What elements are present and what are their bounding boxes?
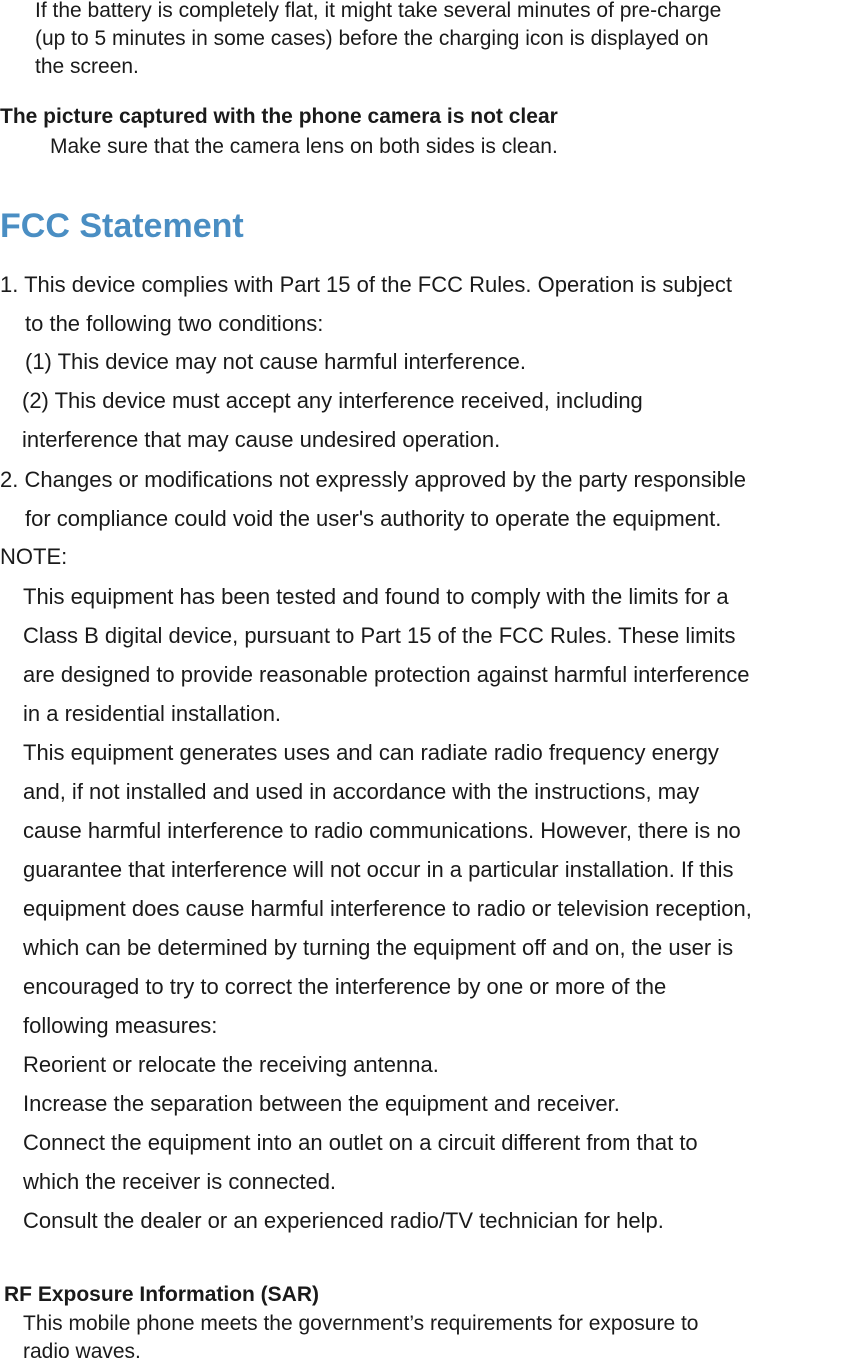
camera-issue-title: The picture captured with the phone camera is not clear [0, 105, 558, 128]
note-line: which the receiver is connected. [23, 1169, 337, 1194]
battery-note-line: If the battery is completely flat, it might take several minutes of pre-charge [35, 0, 722, 22]
fcc-condition-2-line: (2) This device must accept any interference received, including [22, 388, 643, 413]
note-line: Consult the dealer or an experienced radio/TV technician for help. [23, 1208, 664, 1233]
rf-exposure-title: RF Exposure Information (SAR) [4, 1283, 320, 1306]
note-label: NOTE: [0, 544, 68, 569]
note-line: Connect the equipment into an outlet on a circuit different from that to [23, 1130, 698, 1155]
note-line: which can be determined by turning the equipment off and on, the user is [23, 935, 734, 960]
fcc-condition-1: (1) This device may not cause harmful interference. [25, 349, 526, 374]
note-line: This equipment has been tested and found to comply with the limits for a [23, 584, 729, 609]
note-line: equipment does cause harmful interference to radio or television reception, [23, 896, 752, 921]
note-line: and, if not installed and used in accordance with the instructions, may [23, 779, 700, 804]
note-line: in a residential installation. [23, 701, 282, 726]
fcc-item-2-line: for compliance could void the user's authority to operate the equipment. [25, 506, 722, 531]
rf-exposure-line: This mobile phone meets the government’s requirements for exposure to [23, 1312, 699, 1335]
fcc-item-1-line: to the following two conditions: [25, 311, 324, 336]
note-line: Increase the separation between the equipment and receiver. [23, 1091, 620, 1116]
battery-note-line: (up to 5 minutes in some cases) before the charging icon is displayed on [35, 27, 709, 50]
note-line: are designed to provide reasonable protection against harmful interference [23, 662, 750, 687]
battery-note-line: the screen. [35, 55, 139, 78]
note-line: guarantee that interference will not occur in a particular installation. If this [23, 857, 734, 882]
note-line: Class B digital device, pursuant to Part 15 of the FCC Rules. These limits [23, 623, 736, 648]
note-line: following measures: [23, 1013, 218, 1038]
fcc-item-2-line: 2. Changes or modifications not expressly approved by the party responsible [0, 467, 746, 492]
fcc-item-1-line: 1. This device complies with Part 15 of the FCC Rules. Operation is subject [0, 272, 733, 297]
note-line: cause harmful interference to radio communications. However, there is no [23, 818, 741, 843]
camera-issue-body: Make sure that the camera lens on both sides is clean. [50, 135, 558, 158]
rf-exposure-line: radio waves. [23, 1340, 141, 1363]
fcc-heading: FCC Statement [0, 207, 244, 245]
note-line: This equipment generates uses and can radiate radio frequency energy [23, 740, 719, 765]
fcc-condition-2-line: interference that may cause undesired operation. [22, 427, 501, 452]
note-line: Reorient or relocate the receiving antenna. [23, 1052, 439, 1077]
note-line: encouraged to try to correct the interference by one or more of the [23, 974, 667, 999]
